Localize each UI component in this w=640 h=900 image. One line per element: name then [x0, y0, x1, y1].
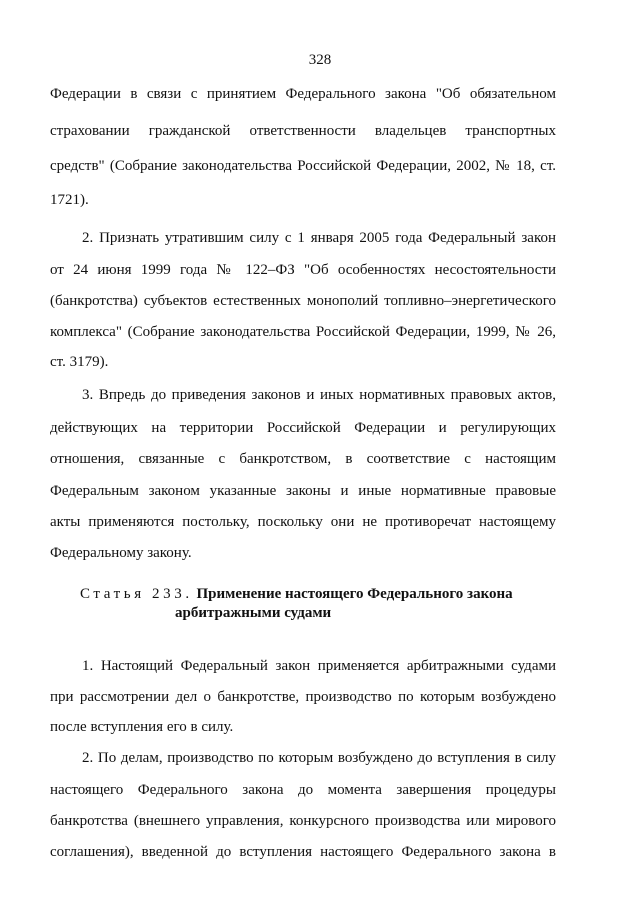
paragraph-2-line-4: комплекса" (Собрание законодательства Российской Федерации, 1999, № 26,: [50, 324, 556, 340]
page-number: 328: [308, 52, 332, 68]
article-heading: [80, 584, 513, 604]
paragraph-3-line-4: Федеральным законом указанные законы и иные нормативные правовые: [50, 483, 556, 499]
article-title-line-2: арбитражными судами: [175, 605, 332, 621]
paragraph-3-line-5: акты применяются постольку, поскольку они не противоречат настоящему: [50, 514, 556, 530]
paragraph-4-line-2: при рассмотрении дел о банкротстве, производство по которым возбуждено: [50, 689, 556, 705]
paragraph-3-line-2: действующих на территории Российской Федерации и регулирующих: [50, 420, 556, 436]
paragraph-5-line-3: банкротства (внешнего управления, конкурсного производства или мирового: [50, 813, 556, 829]
paragraph-4-line-1: 1. Настоящий Федеральный закон применяется арбитражными судами: [82, 658, 556, 674]
paragraph-1-line-2: страховании гражданской ответственности владельцев транспортных: [50, 123, 556, 139]
paragraph-3-line-3: отношения, связанные с банкротством, в соответствие с настоящим: [50, 451, 556, 467]
paragraph-5-line-4: соглашения), введенной до вступления настоящего Федерального закона в: [50, 844, 556, 860]
article-title-line-1: Применение настоящего Федерального закона: [196, 586, 513, 602]
paragraph-2-line-3: (банкротства) субъектов естественных монополий топливно–энергетического: [50, 293, 556, 309]
paragraph-5-line-2: настоящего Федерального закона до момента завершения процедуры: [50, 782, 556, 798]
paragraph-5-line-1: 2. По делам, производство по которым возбуждено до вступления в силу: [82, 750, 556, 766]
paragraph-2-line-5: ст. 3179).: [50, 354, 109, 370]
article-label: Статья 233.: [80, 586, 193, 602]
paragraph-1-line-4: 1721).: [50, 192, 89, 208]
paragraph-1-line-1: Федерации в связи с принятием Федерального закона "Об обязательном: [50, 86, 556, 102]
paragraph-2-line-1: 2. Признать утратившим силу с 1 января 2005 года Федеральный закон: [82, 230, 556, 246]
paragraph-1-line-3: средств" (Собрание законодательства Российской Федерации, 2002, № 18, ст.: [50, 158, 556, 174]
paragraph-2-line-2: от 24 июня 1999 года № 122–ФЗ "Об особенностях несостоятельности: [50, 262, 556, 278]
paragraph-3-line-6: Федеральному закону.: [50, 545, 192, 561]
paragraph-4-line-3: после вступления его в силу.: [50, 719, 234, 735]
paragraph-3-line-1: 3. Впредь до приведения законов и иных нормативных правовых актов,: [82, 387, 556, 403]
